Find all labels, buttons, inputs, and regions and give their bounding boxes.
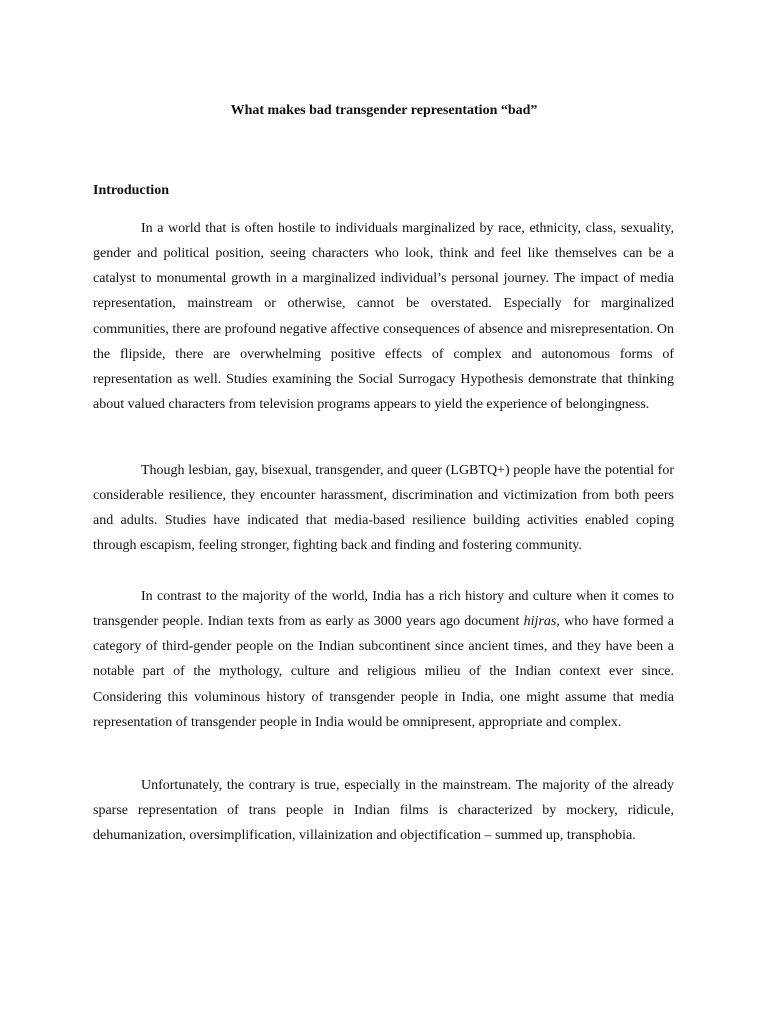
paragraph-1: In a world that is often hostile to individuals marginalized by race, ethnicity, class, sexuality, gender and political position, seeing characters who look, think and feel like themselves can be a catalyst to monumental growth in a marginalized individual’s personal journey. The impact of media representation, mainstream or otherwise, cannot be overstated. Especially for marginalized communities, there are profound negative affective consequences of absence and misrepresentation. On the flipside, there are overwhelming positive effects of complex and autonomous forms of representation as well. Studies examining the Social Surrogacy Hypothesis demonstrate that thinking about valued characters from television programs appears to yield the experience of belongingness.: [93, 221, 674, 413]
section-heading: Introduction: [93, 183, 169, 198]
document-title: What makes bad transgender representation “bad”: [230, 103, 538, 118]
paragraph-2: Though lesbian, gay, bisexual, transgender, and queer (LGBTQ+) people have the potential for considerable resilience, they encounter harassment, discrimination and victimization from both peers and adults. Studies have indicated that media-based resilience building activities enabled coping through escapism, feeling stronger, fighting back and finding and fostering community.: [93, 463, 674, 554]
paragraph-4: Unfortunately, the contrary is true, especially in the mainstream. The majority of the already sparse representation of trans people in Indian films is characterized by mockery, ridicule, dehumanization, oversimplification, villainization and objectification – summed up, transphobia.: [93, 778, 674, 844]
paragraph-3: [93, 584, 674, 735]
paragraph-3-part-2: , who have formed a category of third-gender people on the Indian subcontinent since ancient times, and they have been a notable part of the mythology, culture and religious milieu of the Indian context ever since. Considering this voluminous history of transgender people in India, one might assume that media representation of transgender people in India would be omnipresent, appropriate and complex.: [93, 614, 674, 730]
paragraph-3-part-1: In contrast to the majority of the world, India has a rich history and culture when it comes to transgender people. Indian texts from as early as 3000 years ago document: [93, 589, 674, 630]
paragraph-3-italic-term: hijras: [523, 614, 557, 630]
